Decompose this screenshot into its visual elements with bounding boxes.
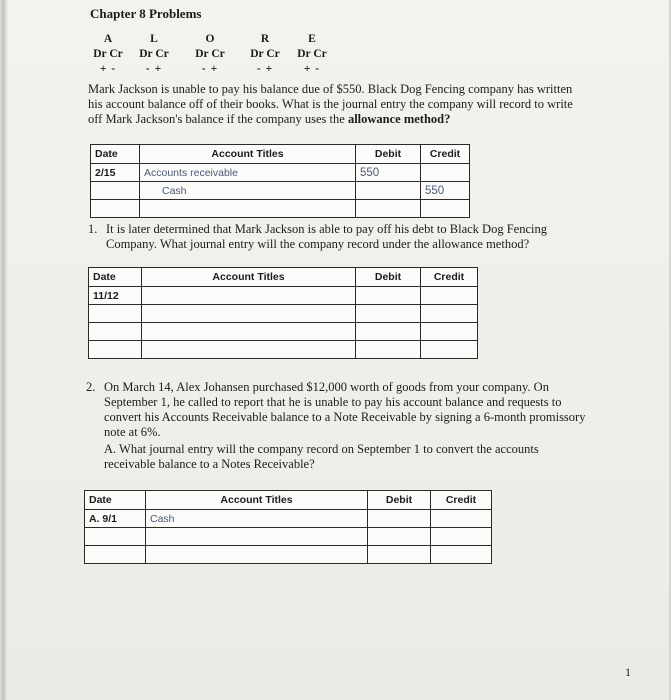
account-title-cell[interactable]: [142, 287, 356, 305]
credit-cell[interactable]: [431, 546, 492, 564]
debit-cell[interactable]: [356, 341, 421, 359]
journal-entry-table-1: [88, 267, 478, 359]
account-letter: L: [150, 33, 158, 45]
header-debit: Debit: [368, 491, 431, 510]
account-title-cell[interactable]: [140, 200, 356, 218]
credit-cell[interactable]: [421, 164, 470, 182]
debit-cell[interactable]: [356, 287, 421, 305]
account-revenue: [245, 32, 285, 77]
account-title-cell[interactable]: Accounts receivable: [140, 164, 356, 182]
account-letter: A: [103, 33, 113, 45]
account-liabilities: [134, 32, 174, 77]
account-owners-equity: [190, 32, 230, 77]
account-title-cell[interactable]: [142, 305, 356, 323]
account-dr-cr: Dr Cr: [195, 48, 225, 60]
credit-cell[interactable]: [431, 528, 492, 546]
question-2-number: 2.: [86, 380, 96, 394]
account-letter: O: [205, 33, 215, 45]
header-date: Date: [85, 491, 146, 510]
journal-entry-table-2: [84, 490, 492, 564]
account-title-cell[interactable]: Cash: [140, 182, 356, 200]
journal-entry-table-0: [90, 144, 470, 218]
debit-cell[interactable]: [368, 528, 431, 546]
page-number: 1: [625, 665, 631, 679]
credit-cell[interactable]: [431, 510, 492, 528]
account-dr-cr: Dr Cr: [139, 48, 169, 60]
question-1-number: 1.: [88, 222, 98, 236]
date-cell[interactable]: [85, 528, 146, 546]
header-credit: Credit: [431, 491, 492, 510]
account-letter: R: [260, 33, 270, 45]
debit-cell[interactable]: [368, 546, 431, 564]
account-dr-cr: Dr Cr: [250, 48, 280, 60]
account-title-cell[interactable]: [142, 341, 356, 359]
header-account-titles: Account Titles: [146, 491, 368, 510]
date-cell[interactable]: A. 9/1: [85, 510, 146, 528]
question-2-text: On March 14, Alex Johansen purchased $12,000 worth of goods from your company. On September 1, he called to report that he is unable to pay his account balance and requests to convert his Accounts Receivable balance to a Note Receivable by signing a 6-month promissory note at 6%.: [104, 380, 586, 439]
date-cell[interactable]: [89, 305, 142, 323]
worksheet-page: [2, 0, 669, 700]
date-cell[interactable]: [89, 341, 142, 359]
intro-bold-text: allowance method?: [347, 112, 451, 126]
account-assets: [88, 32, 128, 77]
account-signs: - +: [145, 63, 163, 75]
credit-cell[interactable]: 550: [421, 182, 470, 200]
intro-text: Mark Jackson is unable to pay his balance due of $550. Black Dog Fencing company has written his account balance off of their books. What is the journal entry the company will record to write off Mark Jackson's balance if the company uses the: [88, 82, 573, 126]
account-signs: - +: [256, 63, 274, 75]
debit-cell[interactable]: [356, 305, 421, 323]
credit-cell[interactable]: [421, 200, 470, 218]
account-signs: + -: [303, 63, 321, 75]
intro-paragraph: [88, 82, 588, 127]
date-cell[interactable]: 11/12: [89, 287, 142, 305]
debit-cell[interactable]: [356, 182, 421, 200]
credit-cell[interactable]: [421, 341, 478, 359]
account-title-cell[interactable]: [146, 528, 368, 546]
debit-cell[interactable]: 550: [356, 164, 421, 182]
date-cell[interactable]: 2/15: [91, 164, 140, 182]
page-edge-shadow: [2, 0, 8, 700]
header-credit: Credit: [421, 145, 470, 164]
date-cell[interactable]: [85, 546, 146, 564]
date-cell[interactable]: [91, 182, 140, 200]
header-debit: Debit: [356, 145, 421, 164]
account-title-cell[interactable]: [146, 546, 368, 564]
debit-cell[interactable]: [356, 323, 421, 341]
account-signs: + -: [99, 63, 117, 75]
debit-cell[interactable]: [368, 510, 431, 528]
debit-cell[interactable]: [356, 200, 421, 218]
account-dr-cr: Dr Cr: [297, 48, 327, 60]
header-date: Date: [91, 145, 140, 164]
header-date: Date: [89, 268, 142, 287]
account-title-cell[interactable]: Cash: [146, 510, 368, 528]
date-cell[interactable]: [89, 323, 142, 341]
credit-cell[interactable]: [421, 287, 478, 305]
credit-cell[interactable]: [421, 323, 478, 341]
header-debit: Debit: [356, 268, 421, 287]
question-1-text: It is later determined that Mark Jackson is able to pay off his debt to Black Dog Fencing Company. What journal entry will the company record under the allowance method?: [106, 222, 547, 251]
header-credit: Credit: [421, 268, 478, 287]
account-title-cell[interactable]: [142, 323, 356, 341]
account-dr-cr: Dr Cr: [93, 48, 123, 60]
account-letter: E: [308, 33, 316, 45]
date-cell[interactable]: [91, 200, 140, 218]
header-account-titles: Account Titles: [140, 145, 356, 164]
account-expenses: [292, 32, 332, 77]
account-signs: - +: [201, 63, 219, 75]
question-2a-text: A. What journal entry will the company record on September 1 to convert the accounts receivable balance to a Notes Receivable?: [104, 442, 539, 471]
header-account-titles: Account Titles: [142, 268, 356, 287]
credit-cell[interactable]: [421, 305, 478, 323]
page-title: Chapter 8 Problems: [90, 6, 202, 21]
